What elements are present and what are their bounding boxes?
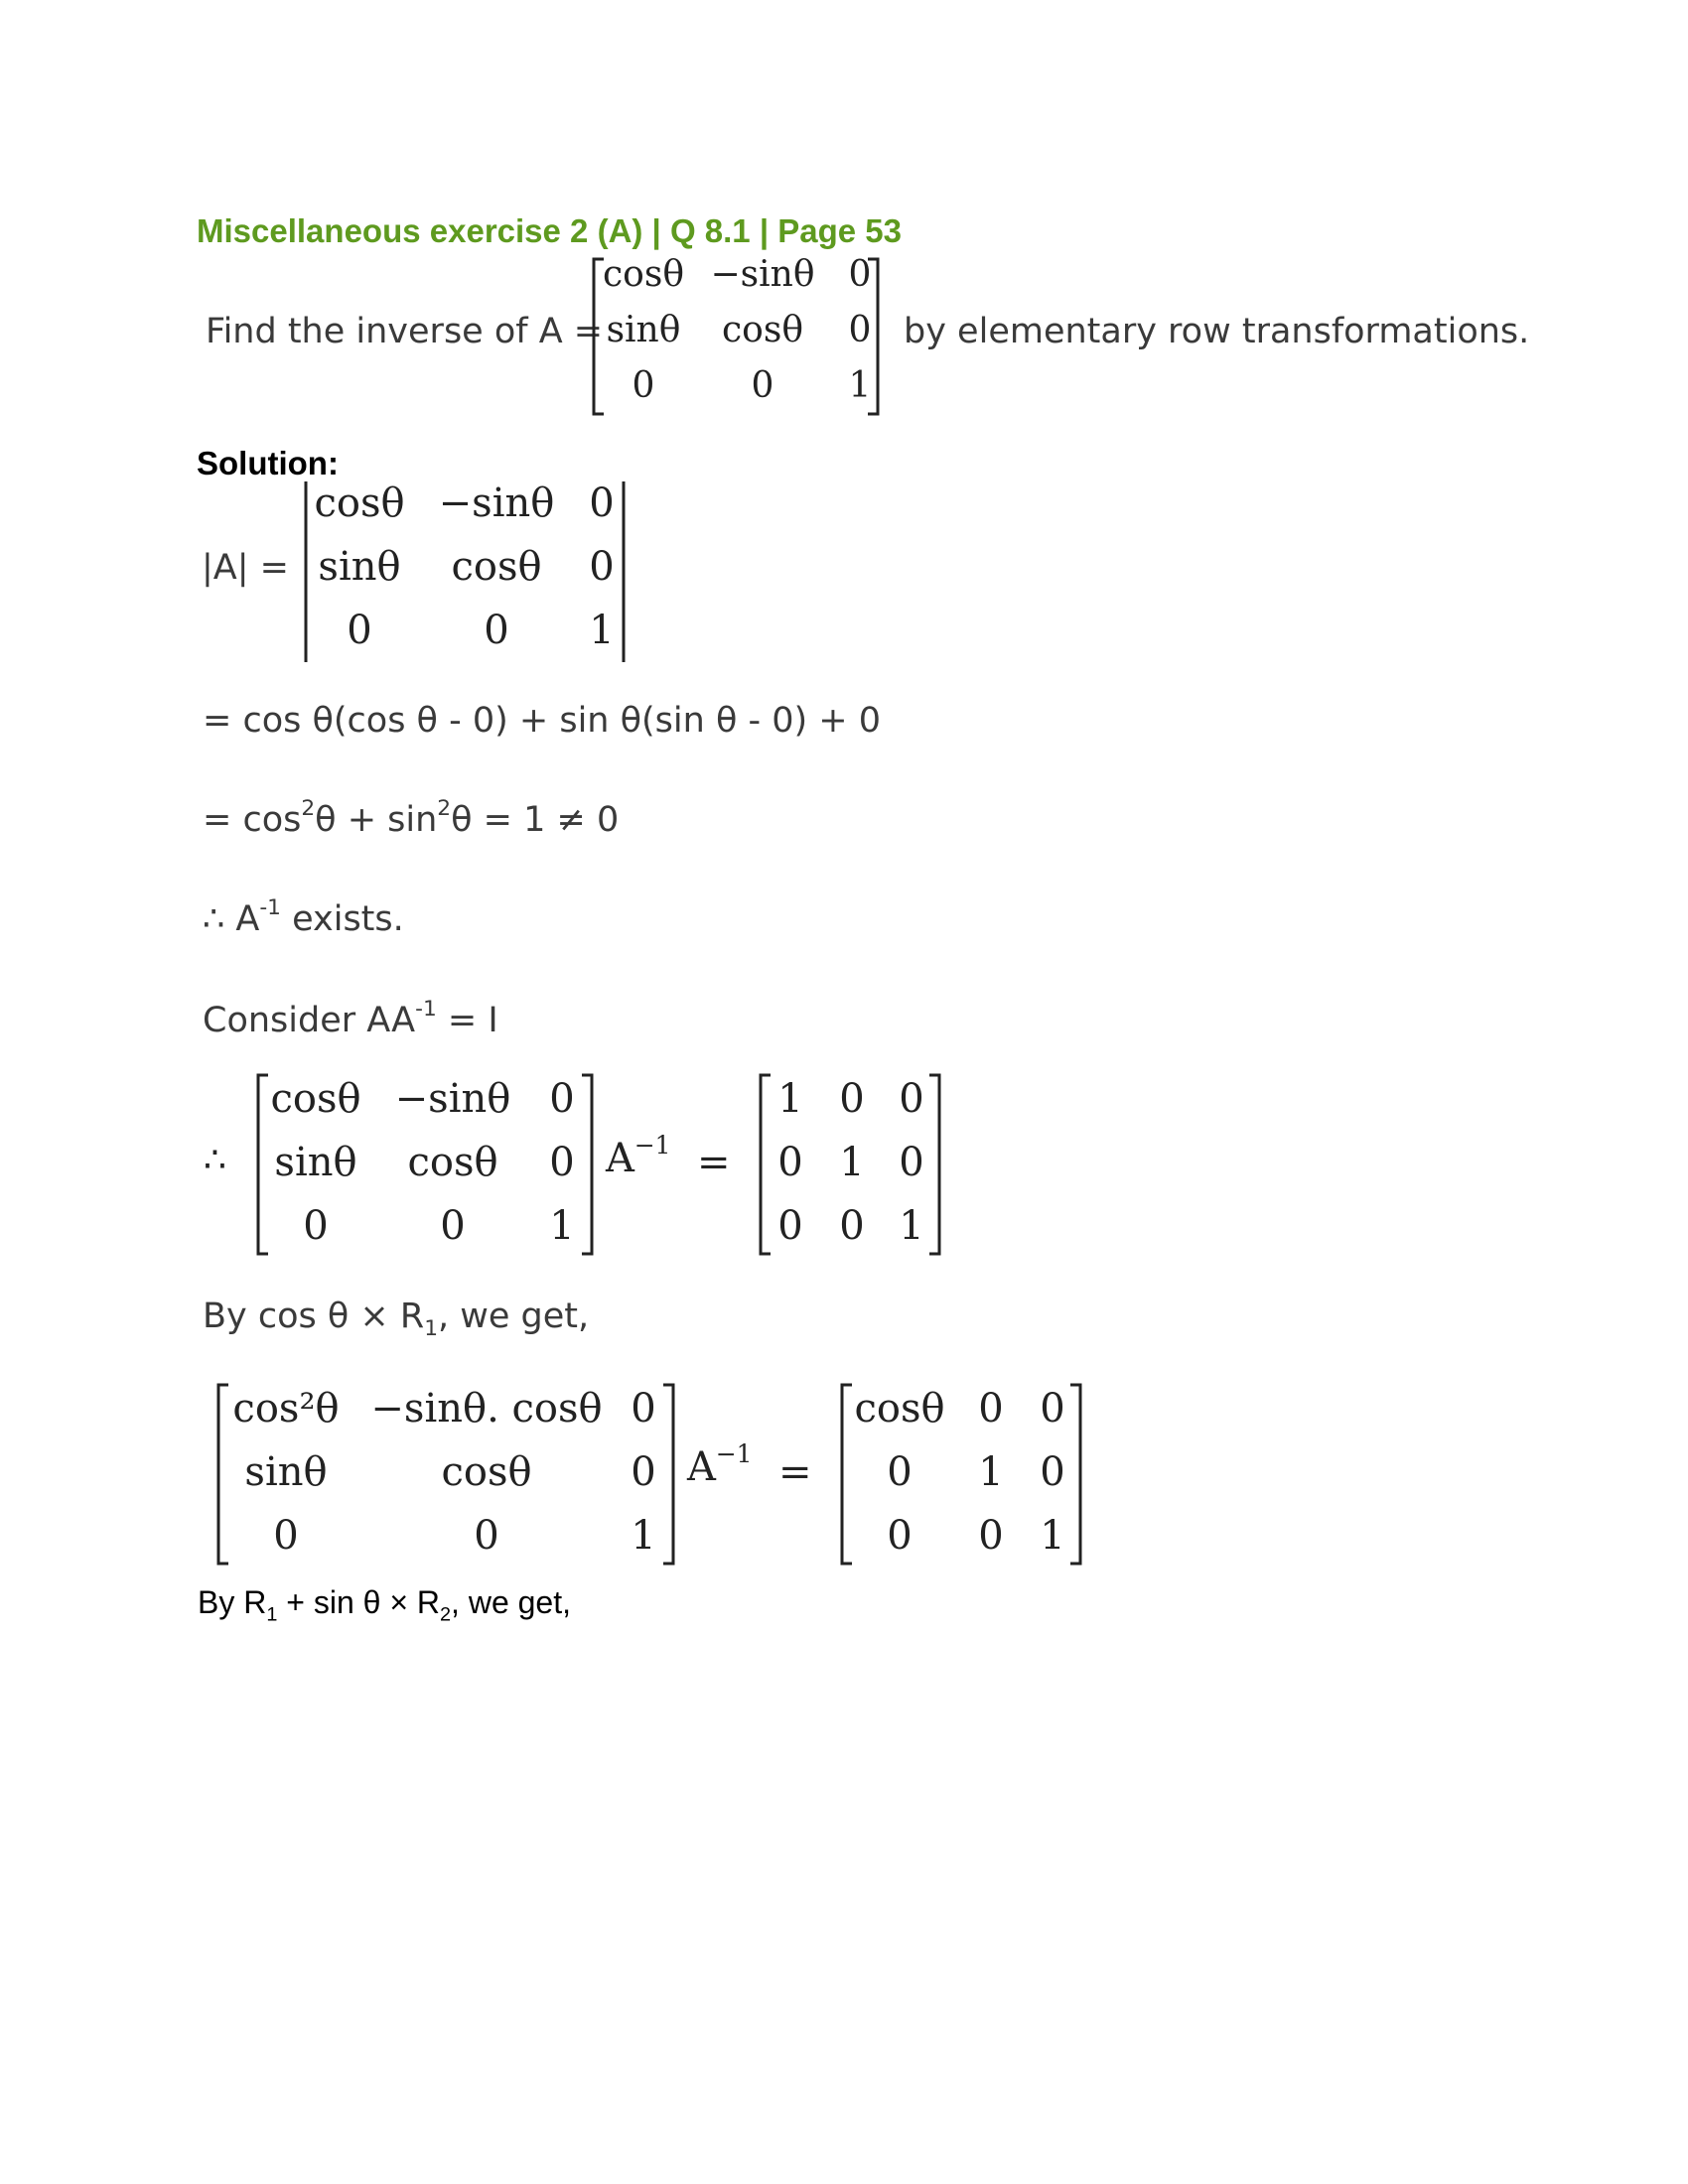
matrix-cell: 0 (631, 1449, 656, 1495)
step2-line (198, 1584, 571, 1626)
matrix-cell: 0 (887, 1513, 913, 1559)
matrix-cell: 0 (887, 1449, 913, 1495)
eq2-a-inverse-base: A (687, 1444, 716, 1490)
eq2-left-matrix (216, 1384, 675, 1565)
matrix-cell: cosθ (441, 1449, 532, 1495)
matrix-cell: 0 (303, 1203, 329, 1249)
step1-line (203, 1297, 590, 1341)
eq2-right-matrix (840, 1384, 1082, 1565)
matrix-cell: sinθ (274, 1140, 357, 1185)
matrix-cell: 1 (899, 1203, 924, 1249)
eq2-equals: = (778, 1449, 812, 1495)
identity-part-a: = cos (203, 800, 302, 840)
matrix-cell: cosθ (314, 480, 405, 526)
eq1-equals: = (697, 1140, 731, 1185)
consider-line (203, 997, 498, 1040)
right-bracket (1070, 1385, 1080, 1564)
left-bracket (842, 1385, 852, 1564)
matrix-cell: −sinθ. cosθ (370, 1386, 603, 1432)
matrix-cell: −sinθ (394, 1076, 511, 1122)
matrix-cell: 0 (777, 1140, 803, 1185)
matrix-cell: 0 (1040, 1386, 1065, 1432)
matrix-cell: 0 (347, 608, 372, 653)
right-bracket (929, 1075, 939, 1254)
matrix-cell: cosθ (451, 544, 542, 590)
matrix-cell: 0 (839, 1076, 865, 1122)
determinant-prefix: |A| = (202, 548, 289, 588)
identity-sup-1: 2 (301, 796, 316, 822)
matrix-cell: 1 (549, 1203, 575, 1249)
step1-part-a: By cos θ × R (203, 1297, 425, 1336)
matrix-cell: 0 (549, 1140, 575, 1185)
identity-part-b: θ + sin (315, 800, 438, 840)
step2-sub-2: 2 (440, 1603, 452, 1626)
eq1-right-matrix (759, 1074, 941, 1255)
matrix-cell: 0 (777, 1203, 803, 1249)
question-suffix: by elementary row transformations. (904, 312, 1530, 351)
eq1-a-inverse-sup: −1 (633, 1130, 671, 1160)
matrix-cell: 0 (273, 1513, 299, 1559)
identity-sup-2: 2 (437, 796, 452, 822)
matrix-cell: 0 (589, 544, 615, 590)
step2-part-b: + sin θ × R (277, 1584, 441, 1620)
matrix-cell: 1 (978, 1449, 1004, 1495)
eq1-a-inverse (606, 1130, 671, 1181)
eq2-a-inverse-sup: −1 (715, 1438, 753, 1468)
matrix-cell: cosθ (407, 1140, 498, 1185)
consider-part-b: = I (436, 1001, 498, 1040)
matrix-cell: 0 (631, 1386, 656, 1432)
inverse-exists-sup: -1 (259, 895, 281, 921)
exercise-heading: Miscellaneous exercise 2 (A) | Q 8.1 | Page 53 (197, 212, 902, 249)
left-bracket (761, 1075, 771, 1254)
matrix-cell: 0 (484, 608, 509, 653)
matrix-cell: 0 (978, 1386, 1004, 1432)
matrix-cell: sinθ (244, 1449, 328, 1495)
eq1-left-matrix (256, 1074, 594, 1255)
matrix-cell: 0 (632, 365, 655, 407)
matrix-cell: 0 (839, 1203, 865, 1249)
question-matrix (592, 254, 880, 415)
matrix-cell: 1 (1040, 1513, 1065, 1559)
matrix-cell: sinθ (606, 310, 681, 351)
eq1-a-inverse-base: A (606, 1136, 634, 1181)
matrix-cell: 0 (848, 310, 872, 351)
solution-label: Solution: (197, 445, 339, 481)
left-bracket (218, 1385, 228, 1564)
left-bracket (258, 1075, 268, 1254)
expansion-line: = cos θ(cos θ - 0) + sin θ(sin θ - 0) + 0 (203, 701, 882, 741)
inverse-exists-part-a: ∴ A (203, 899, 260, 939)
matrix-cell: sinθ (318, 544, 401, 590)
matrix-cell: 1 (777, 1076, 803, 1122)
matrix-cell: 0 (440, 1203, 466, 1249)
determinant-matrix (304, 481, 626, 662)
matrix-cell: cos²θ (232, 1386, 340, 1432)
matrix-cell: 0 (589, 480, 615, 526)
step2-part-c: , we get, (451, 1584, 571, 1620)
matrix-cell: 1 (631, 1513, 656, 1559)
matrix-cell: 0 (474, 1513, 499, 1559)
inverse-exists-line (203, 895, 404, 939)
step2-sub-1: 1 (266, 1603, 278, 1626)
matrix-cell: 0 (978, 1513, 1004, 1559)
matrix-cell: 1 (848, 365, 872, 407)
matrix-cell: 0 (899, 1140, 924, 1185)
question-prefix: Find the inverse of A = (206, 312, 604, 351)
consider-part-a: Consider AA (203, 1001, 416, 1040)
step1-part-b: , we get, (438, 1297, 590, 1336)
consider-sup: -1 (415, 997, 437, 1023)
right-bracket (663, 1385, 673, 1564)
eq2-a-inverse (687, 1438, 753, 1490)
right-bracket (582, 1075, 592, 1254)
matrix-cell: 0 (1040, 1449, 1065, 1495)
step2-part-a: By R (198, 1584, 267, 1620)
identity-line (203, 796, 620, 840)
matrix-cell: −sinθ (710, 254, 815, 296)
matrix-cell: 0 (549, 1076, 575, 1122)
inverse-exists-part-b: exists. (280, 899, 404, 939)
matrix-cell: 1 (589, 608, 615, 653)
matrix-cell: 1 (839, 1140, 865, 1185)
matrix-cell: −sinθ (438, 480, 555, 526)
matrix-cell: 0 (751, 365, 774, 407)
step1-sub: 1 (424, 1316, 438, 1341)
matrix-cell: 0 (899, 1076, 924, 1122)
matrix-cell: cosθ (854, 1386, 945, 1432)
matrix-cell: 0 (848, 254, 872, 296)
therefore-symbol: ∴ (204, 1140, 226, 1180)
matrix-cell: cosθ (722, 310, 803, 351)
identity-part-c: θ = 1 ≠ 0 (451, 800, 620, 840)
matrix-cell: cosθ (603, 254, 684, 296)
matrix-cell: cosθ (270, 1076, 361, 1122)
